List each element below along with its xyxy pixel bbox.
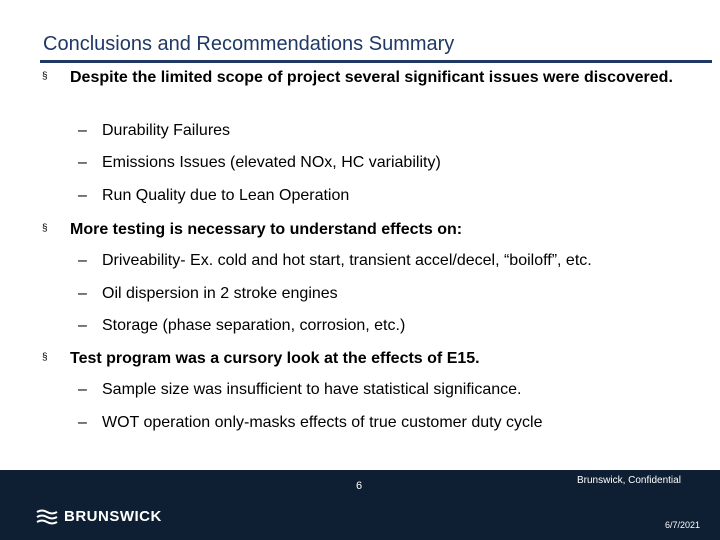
bullet-marker: § <box>42 352 48 363</box>
brunswick-logo <box>36 508 162 525</box>
sub-bullet-text: Durability Failures <box>102 122 231 139</box>
bullet-1-text: Despite the limited scope of project several significant issues were discovered. <box>70 69 673 86</box>
sub-bullet: – Oil dispersion in 2 stroke engines <box>78 285 338 302</box>
bullet-3-text: Test program was a cursory look at the effects of E15. <box>70 350 480 367</box>
bullet-marker: § <box>42 223 48 234</box>
sub-bullet-text: Emissions Issues (elevated NOx, HC variability) <box>102 154 441 171</box>
sub-bullet-text: WOT operation only-masks effects of true customer duty cycle <box>102 414 543 431</box>
sub-bullet-text: Sample size was insufficient to have statistical significance. <box>102 381 522 398</box>
sub-bullet: – Sample size was insufficient to have statistical significance. <box>78 381 522 398</box>
sub-bullet: – Storage (phase separation, corrosion, etc.) <box>78 317 406 334</box>
sub-bullet-text: Oil dispersion in 2 stroke engines <box>102 285 338 302</box>
sub-bullet: – Driveability- Ex. cold and hot start, transient accel/decel, “boiloff”, etc. <box>78 252 592 269</box>
slide-title: Conclusions and Recommendations Summary <box>43 33 455 55</box>
logo-text: BRUNSWICK <box>64 508 162 525</box>
bullet-marker: § <box>42 71 48 82</box>
sub-bullet: – Run Quality due to Lean Operation <box>78 187 350 204</box>
sub-bullet-text: Storage (phase separation, corrosion, etc.) <box>102 317 406 334</box>
page-number: 6 <box>356 480 363 492</box>
sub-bullet-text: Run Quality due to Lean Operation <box>102 187 350 204</box>
slide-date: 6/7/2021 <box>665 520 701 530</box>
sub-bullet-text: Driveability- Ex. cold and hot start, transient accel/decel, “boiloff”, etc. <box>102 252 592 269</box>
sub-bullet: – WOT operation only-masks effects of true customer duty cycle <box>78 414 543 431</box>
confidential-label: Brunswick, Confidential <box>577 475 681 486</box>
sub-bullet: – Durability Failures <box>78 122 231 139</box>
sub-bullet: – Emissions Issues (elevated NOx, HC variability) <box>78 154 441 171</box>
bullet-2-text: More testing is necessary to understand effects on: <box>70 221 463 238</box>
logo-waves-icon <box>36 509 58 525</box>
